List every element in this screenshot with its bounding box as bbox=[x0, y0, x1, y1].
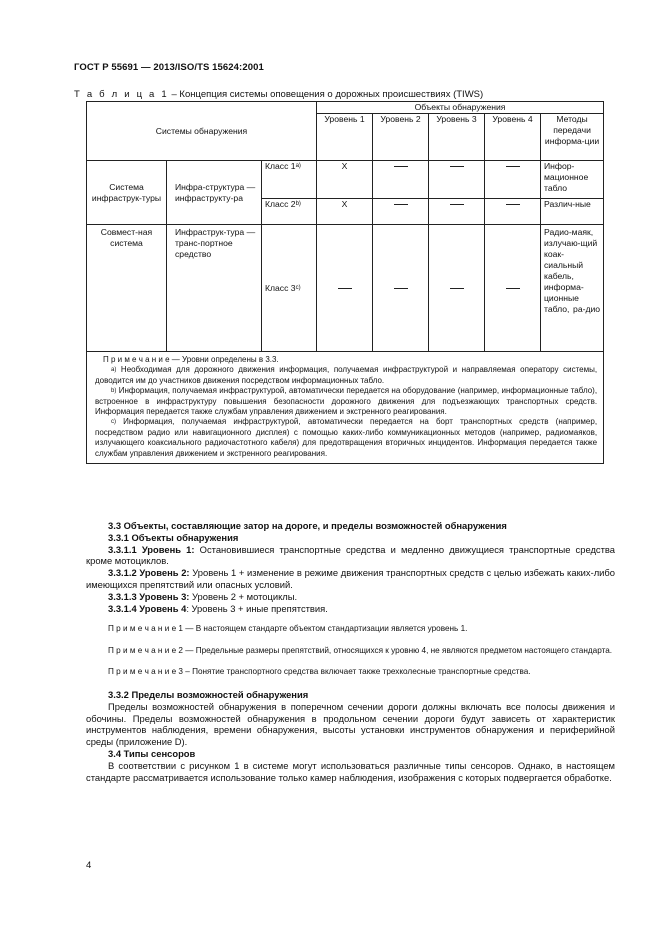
dash-mark bbox=[450, 288, 464, 289]
note-a-text: Необходимая для дорожного движения информация, получаемая инфраструктурой и направляемая оператору системы, доводится им до участников движения посредством информационных табло. bbox=[95, 365, 598, 385]
class-3-label: Класс 3 bbox=[265, 282, 296, 293]
header-objects: Объекты обнаружения bbox=[317, 102, 604, 114]
class-1-footnote-mark: a) bbox=[295, 163, 301, 169]
class-1-label: Класс 1 bbox=[265, 161, 296, 171]
dash-mark bbox=[394, 166, 408, 167]
header-methods: Методы передачи информа-ции bbox=[541, 114, 604, 161]
header-level-4: Уровень 4 bbox=[485, 114, 541, 161]
note-b-mark: b) bbox=[111, 388, 117, 395]
table-notes bbox=[87, 352, 604, 464]
section-note-3: П р и м е ч а н и е 3 – Понятие транспортного средства включает также трехколесные транспортные средства. bbox=[108, 666, 531, 676]
section-3-3-heading: 3.3 Объекты, составляющие затор на дороге, и пределы возможностей обнаружения bbox=[108, 520, 507, 531]
level-2-text: Уровень 1 + изменение в режиме движения транспортных средств с целью избежать каких-либо имеющихся препятствий или опасных условий. bbox=[86, 567, 616, 590]
section-note-1: П р и м е ч а н и е 1 — В настоящем стандарте объектом стандартизации является уровень 1. bbox=[108, 624, 468, 634]
tiws-table bbox=[86, 101, 604, 464]
section-3-3-2-heading: 3.3.2 Пределы возможностей обнаружения bbox=[108, 688, 309, 700]
class-3-level-3 bbox=[429, 225, 485, 352]
class-1-level-2 bbox=[373, 161, 429, 199]
table-caption-prefix: Т а б л и ц а 1 bbox=[74, 89, 169, 100]
class-1-level-4 bbox=[485, 161, 541, 199]
level-2-label: 3.3.1.2 Уровень 2: bbox=[108, 567, 190, 579]
dash-mark bbox=[394, 288, 408, 289]
class-3-level-4 bbox=[485, 225, 541, 352]
document-header: ГОСТ Р 55691 — 2013/ISO/TS 15624:2001 bbox=[74, 62, 264, 73]
section-3-4-text: В соответствии с рисунком 1 в системе могут использоваться различные типы сенсоров. Однако, в настоящем стандарте рассматривается использование только камер наблюдения, изображения с которых подвергается обработке. bbox=[86, 759, 615, 783]
level-3-definition bbox=[86, 591, 615, 603]
header-level-1: Уровень 1 bbox=[317, 114, 373, 161]
class-3-method: Радио-маяк, излучаю-щий коак-сиальный кабель, информа-ционные табло, ра-дио bbox=[541, 225, 604, 352]
dash-mark bbox=[338, 288, 352, 289]
class-2-level-3 bbox=[429, 199, 485, 225]
note-b-text: Информация, получаемая инфраструктурой, автоматически передается на оборудование (например, информационные табло), встроенное в инфраструктуру повышения безопасности дорожного движения для подъезжающих транспортных средств. Информация передается также службам управления движением и экстренного реагирования. bbox=[95, 386, 598, 417]
note-c-mark: c) bbox=[111, 419, 116, 426]
level-4-text: : Уровень 3 + иные препятствия. bbox=[186, 602, 328, 614]
class-2-level-1: X bbox=[317, 199, 373, 225]
class-1-cell bbox=[262, 161, 317, 199]
table-note-c bbox=[95, 417, 597, 459]
header-level-2: Уровень 2 bbox=[373, 114, 429, 161]
level-3-text: Уровень 2 + мотоциклы. bbox=[189, 590, 298, 602]
class-3-cell bbox=[262, 225, 317, 352]
class-2-method: Различ-ные bbox=[541, 199, 604, 225]
note-a-mark: a) bbox=[111, 367, 117, 374]
table-caption-text: – Концепция системы оповещения о дорожных происшествиях (TIWS) bbox=[168, 89, 484, 100]
class-2-level-2 bbox=[373, 199, 429, 225]
note-c-text: Информация, получаемая инфраструктурой, автоматически передается на борт транспортных средств (например, посредством радио или навигационного дисплея) с помощью каких-либо коммуникационных методов (например, радиомаяков, излучающего коаксиального радиочастотного кабеля) для предотвращения вторичных инцидентов. Информация передается также службам управления движением и экстренного реагирования. bbox=[95, 417, 598, 458]
table-note-b bbox=[95, 386, 597, 417]
group-joint: Совмест-ная система bbox=[87, 225, 167, 352]
header-systems: Системы обнаружения bbox=[87, 102, 317, 161]
level-3-label: 3.3.1.3 Уровень 3: bbox=[108, 590, 190, 602]
level-1-label: 3.3.1.1 Уровень 1: bbox=[108, 543, 195, 555]
dash-mark bbox=[506, 204, 520, 205]
dash-mark bbox=[506, 166, 520, 167]
level-1-definition bbox=[86, 544, 615, 568]
class-3-footnote-mark: c) bbox=[295, 284, 301, 291]
section-3-3 bbox=[86, 520, 615, 783]
section-3-3-2-text: Пределы возможностей обнаружения в поперечном сечении дороги должны включать все полосы движения и обочины. Пределы возможностей обнаружения в продольном сечении дороги будут зависеть от характеристик инструментов наблюдения, времени обнаружения, высоты установки инструментов обнаружения и периферийной среды (приложение D). bbox=[86, 700, 615, 748]
level-2-definition bbox=[86, 567, 615, 591]
table-note-a bbox=[95, 365, 597, 386]
page-number: 4 bbox=[86, 860, 92, 871]
class-1-level-3 bbox=[429, 161, 485, 199]
class-3-level-2 bbox=[373, 225, 429, 352]
level-4-label: 3.3.1.4 Уровень 4 bbox=[108, 602, 187, 614]
section-3-4-heading: 3.4 Типы сенсоров bbox=[108, 747, 196, 759]
class-1-level-1: X bbox=[317, 161, 373, 199]
class-2-cell bbox=[262, 199, 317, 225]
class-2-label: Класс 2 bbox=[265, 199, 296, 209]
level-1-text: Остановившиеся транспортные средства и медленно движущиеся транспортные средства кроме мотоциклов. bbox=[86, 543, 616, 567]
group-infrastructure-sub: Инфра-структура — инфраструкту-ра bbox=[167, 161, 262, 225]
dash-mark bbox=[506, 288, 520, 289]
table-caption bbox=[74, 89, 483, 100]
dash-mark bbox=[450, 166, 464, 167]
table-note-intro: П р и м е ч а н и е — Уровни определены в 3.3. bbox=[103, 355, 279, 364]
class-2-level-4 bbox=[485, 199, 541, 225]
class-2-footnote-mark: b) bbox=[295, 201, 301, 207]
class-3-level-1 bbox=[317, 225, 373, 352]
level-4-definition bbox=[86, 603, 615, 615]
header-level-3: Уровень 3 bbox=[429, 114, 485, 161]
dash-mark bbox=[394, 204, 408, 205]
class-1-method: Инфор-мационное табло bbox=[541, 161, 604, 199]
group-joint-sub: Инфраструк-тура — транс-портное средство bbox=[167, 225, 262, 352]
section-note-2: П р и м е ч а н и е 2 — Предельные размеры препятствий, относящихся к уровню 4, не являются предметом настоящего стандарта. bbox=[108, 645, 613, 655]
dash-mark bbox=[450, 204, 464, 205]
group-infrastructure: Система инфраструк-туры bbox=[87, 161, 167, 225]
section-3-3-1-heading: 3.3.1 Объекты обнаружения bbox=[108, 531, 239, 543]
